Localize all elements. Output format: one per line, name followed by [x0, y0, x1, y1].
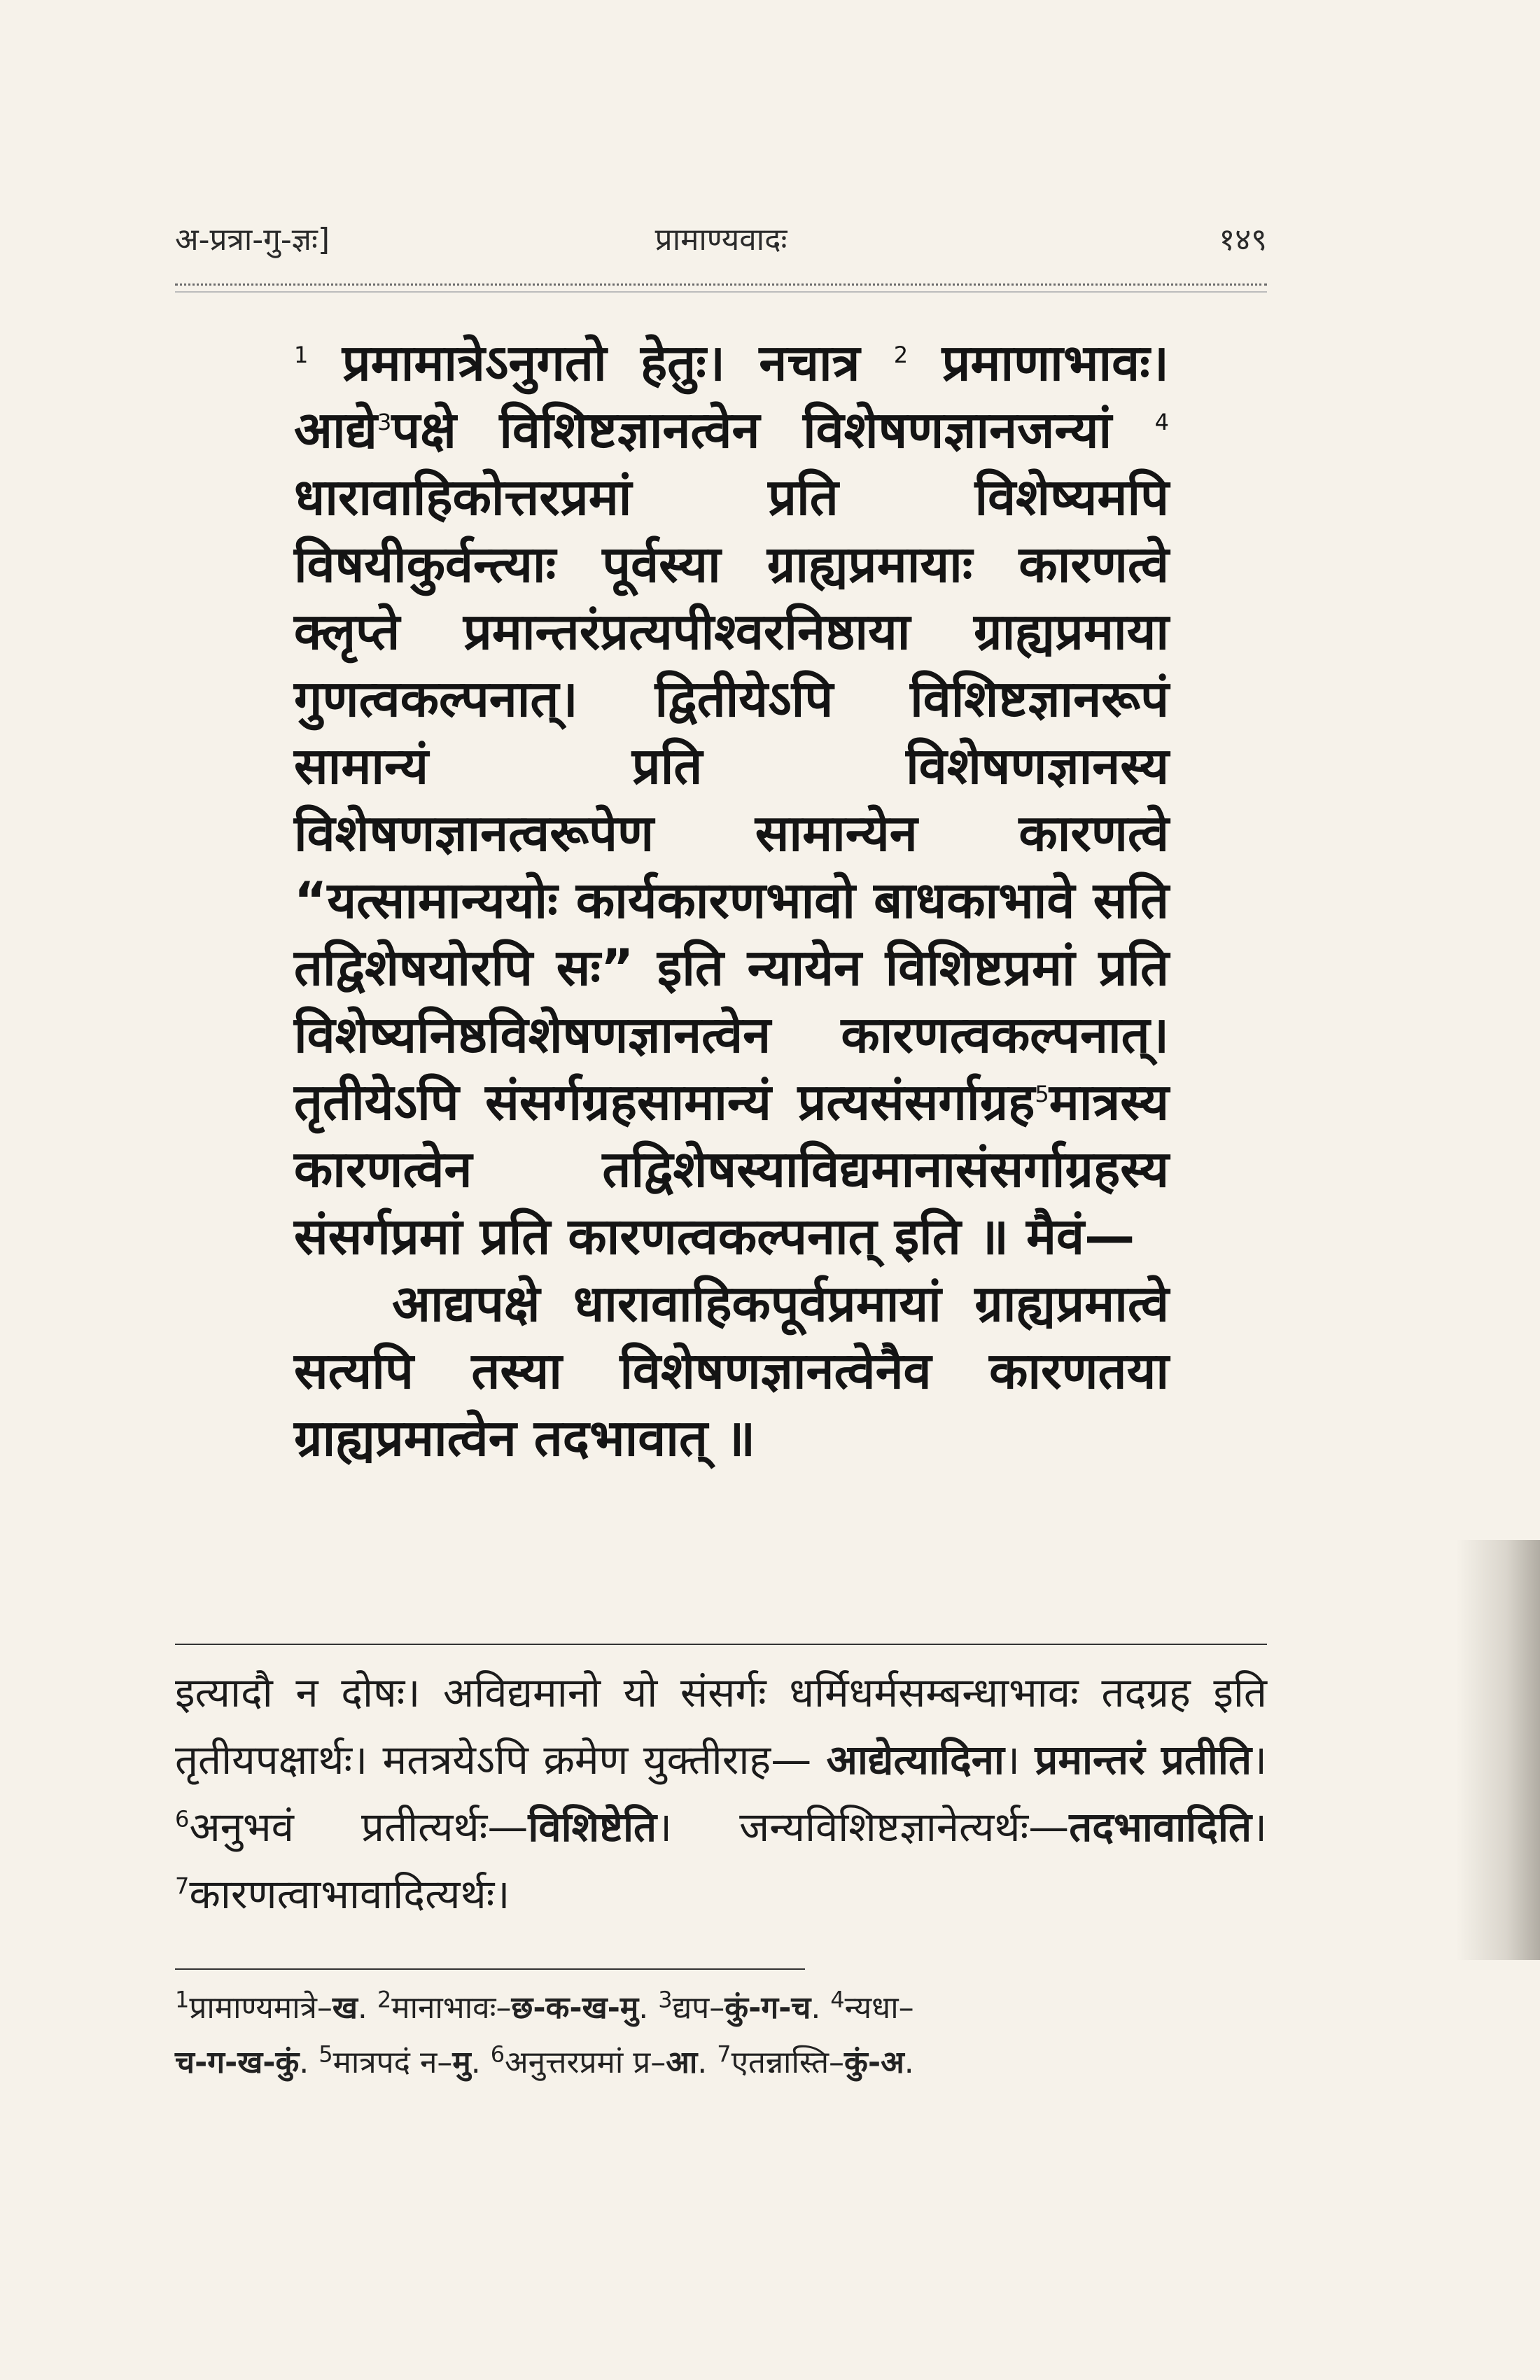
commentary-rule	[175, 1644, 1267, 1645]
header-section-mark: अ-प्रत्रा-गु-ज्ञः]	[175, 222, 330, 258]
footnote-text: प्रामाण्यमात्रे–	[189, 1990, 332, 2026]
footnote-siglum: च-ग-ख-कुं	[175, 2045, 300, 2080]
commentary-text: ।	[1252, 1736, 1267, 1784]
footnote-number: 4	[830, 1986, 845, 2013]
commentary-text: ।	[1252, 1803, 1267, 1851]
footnote-siglum: ख	[332, 1990, 358, 2026]
footnote-siglum: छ-क-ख-मु	[511, 1990, 639, 2026]
commentary-text: कारणत्वाभावादित्यर्थः।	[189, 1870, 510, 1918]
commentary-lemma: प्रमान्तरं प्रतीति	[1035, 1736, 1252, 1784]
main-text-span: मात्रस्य कारणत्वेन तद्विशेषस्याविद्यमानासंसर्गाग्रहस्य संसर्गप्रमां प्रति कारणत्वकल्पनात् इति ॥ मैवं—	[294, 1072, 1169, 1266]
footnote-ref: 7	[175, 1872, 190, 1900]
main-text-span: प्रमामात्रेऽनुगतो हेतुः। नचात्र	[342, 333, 860, 392]
footnote-ref: 6	[175, 1805, 190, 1833]
footnote-ref: 4	[1154, 409, 1169, 435]
commentary-lemma: आद्येत्यादिना	[826, 1736, 1004, 1784]
footnote-text: मात्रपदं न–	[332, 2045, 453, 2080]
main-paragraph-1	[294, 329, 1169, 1270]
footnote-line-2	[175, 2036, 1267, 2090]
main-text-span: धारावाहिकोत्तरप्रमां प्रति विशेष्यमपि विषयीकुर्वन्त्याः पूर्वस्या ग्राह्यप्रमायाः कारणत्वे क्लृप्ते प्रमान्तरंप्रत्यपीश्वरनिष्ठाया ग्राह्यप्रमाया गुणत्वकल्पनात्। द्वितीयेऽपि विशिष्टज्ञानरूपं सामान्यं प्रति विशेषणज्ञानस्य विशेषणज्ञानत्वरूपेण सामान्येन कारणत्वे “यत्सामान्ययोः कार्यकारणभावो बाधकाभावे सति तद्विशेषयोरपि सः” इति न्यायेन विशिष्टप्रमां प्रति विशेष्यनिष्ठविशेषणज्ञानत्वेन कारणत्वकल्पनात्। तृतीयेऽपि संसर्गग्रहसामान्यं प्रत्यसंसर्गाग्रह	[294, 468, 1169, 1131]
footnote-text: एतन्नास्ति–	[731, 2045, 845, 2080]
footnote-text: .	[470, 2045, 491, 2080]
footnote-text: अनुत्तरप्रमां प्र–	[505, 2045, 666, 2080]
torn-page-edge	[1456, 1540, 1540, 1960]
main-paragraph-2: आद्यपक्षे धारावाहिकपूर्वप्रमायां ग्राह्यप्रमात्वे सत्यपि तस्या विशेषणज्ञानत्वेनैव कारणतया ग्राह्यप्रमात्वेन तदभावात् ॥	[294, 1274, 1169, 1467]
footnote-text: .	[357, 1990, 377, 2026]
footnote-text: न्यधा–	[844, 1990, 914, 2026]
footnote-ref: 3	[377, 409, 392, 435]
commentary-lemma: विशिष्टेति	[528, 1803, 657, 1851]
commentary-text: । जन्यविशिष्टज्ञानेत्यर्थः—	[657, 1803, 1070, 1851]
commentary-text: अनुभवं प्रतीत्यर्थः—	[189, 1803, 528, 1851]
main-text-span: पक्षे विशिष्टज्ञानत्वेन विशेषणज्ञानजन्यां	[391, 400, 1112, 459]
footnote-text: .	[299, 2045, 319, 2080]
footnote-text: .	[811, 1990, 831, 2026]
footnote-siglum: मु	[452, 2045, 471, 2080]
footnote-text: .	[697, 2045, 718, 2080]
footnotes	[175, 1981, 1267, 2090]
commentary-text: इत्यादौ न दोषः। अविद्यमानो यो संसर्गः धर्मिधर्मसम्बन्धाभावः तदग्रह इति तृतीयपक्षार्थः। मतत्रयेऽपि क्रमेण युक्तीराह—	[175, 1669, 1267, 1784]
footnote-rule	[175, 1968, 805, 1970]
page-number: १४९	[1219, 222, 1267, 258]
footnote-siglum: कुं-ग-च	[724, 1990, 811, 2026]
commentary-lemma: तदभावादिति	[1069, 1803, 1252, 1851]
header-title: प्रामाण्यवादः	[654, 222, 788, 258]
commentary-text: ।	[1004, 1736, 1035, 1784]
commentary	[175, 1659, 1267, 1928]
footnote-siglum: कुं-अ	[844, 2045, 904, 2080]
footnote-text: द्यप–	[672, 1990, 725, 2026]
main-text	[294, 329, 1169, 1471]
footnote-text: मानाभावः–	[391, 1990, 512, 2026]
footnote-text: .	[638, 1990, 659, 2026]
footnote-number: 7	[717, 2040, 732, 2068]
footnote-line-1	[175, 1981, 1267, 2036]
footnote-ref: 1	[294, 342, 309, 368]
footnote-text: .	[904, 2045, 914, 2080]
footnote-number: 5	[318, 2040, 333, 2068]
footnote-number: 1	[175, 1986, 190, 2013]
header-rule	[175, 284, 1267, 293]
main-text-span: प्रमाणाभावः। आद्ये	[294, 333, 1169, 459]
footnote-ref: 2	[893, 342, 909, 368]
footnote-number: 6	[490, 2040, 505, 2068]
running-header	[175, 210, 1267, 266]
footnote-number: 3	[658, 1986, 673, 2013]
commentary-paragraph	[175, 1659, 1267, 1928]
footnote-number: 2	[377, 1986, 392, 2013]
footnote-siglum: आ	[666, 2045, 698, 2080]
footnote-ref: 5	[1035, 1081, 1049, 1107]
